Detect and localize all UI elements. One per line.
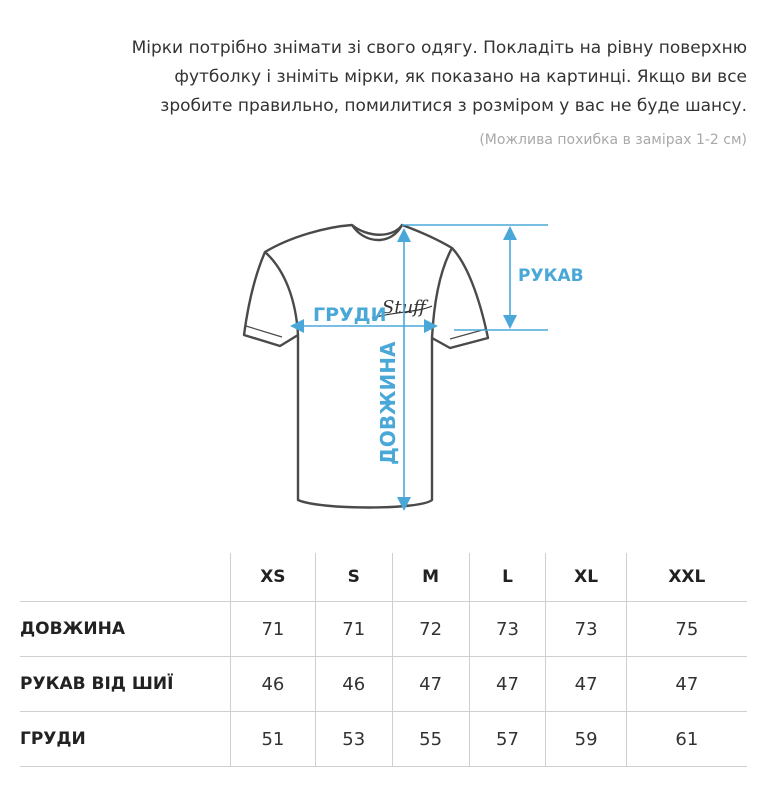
table-row: [20, 712, 747, 767]
size-header-xxl: XXL: [626, 553, 747, 602]
table-cell: 71: [315, 602, 392, 657]
table-cell: 71: [231, 602, 316, 657]
measurement-note: (Можлива похибка в замірах 1-2 см): [479, 132, 747, 148]
table-cell: 59: [546, 712, 626, 767]
table-cell: 47: [546, 657, 626, 712]
instructions-line: Мірки потрібно знімати зі свого одягу. Покладіть на рівну поверхню: [131, 38, 747, 58]
table-cell: 46: [231, 657, 316, 712]
table-cell: 47: [469, 657, 546, 712]
table-header-row: [20, 553, 747, 602]
row-label-chest: ГРУДИ: [20, 712, 231, 767]
table-cell: 55: [392, 712, 469, 767]
sleeve-label: РУКАВ: [518, 266, 584, 286]
logo-text: Stuff: [382, 297, 426, 318]
table-cell: 53: [315, 712, 392, 767]
table-cell: 75: [626, 602, 747, 657]
size-header-m: M: [392, 553, 469, 602]
size-header-xl: XL: [546, 553, 626, 602]
table-cell: 73: [546, 602, 626, 657]
chest-label: ГРУДИ: [313, 304, 387, 326]
table-cell: 46: [315, 657, 392, 712]
size-header-s: S: [315, 553, 392, 602]
table-row: [20, 602, 747, 657]
table-cell: 47: [392, 657, 469, 712]
table-corner-cell: [20, 553, 231, 602]
row-label-length: ДОВЖИНА: [20, 602, 231, 657]
table-cell: 57: [469, 712, 546, 767]
table-cell: 72: [392, 602, 469, 657]
table-cell: 51: [231, 712, 316, 767]
size-chart-table: [20, 553, 747, 767]
size-header-xs: XS: [231, 553, 316, 602]
instructions-line: футболку і зніміть мірки, як показано на картинці. Якщо ви все: [174, 67, 747, 87]
row-label-sleeve: РУКАВ ВІД ШИЇ: [20, 657, 231, 712]
table-cell: 73: [469, 602, 546, 657]
size-header-l: L: [469, 553, 546, 602]
table-cell: 61: [626, 712, 747, 767]
instructions-line: зробите правильно, помилитися з розміром у вас не буде шансу.: [160, 96, 747, 116]
table-cell: 47: [626, 657, 747, 712]
table-row: [20, 657, 747, 712]
length-label: ДОВЖИНА: [376, 341, 400, 465]
t-shirt-outline-icon: [244, 225, 488, 508]
